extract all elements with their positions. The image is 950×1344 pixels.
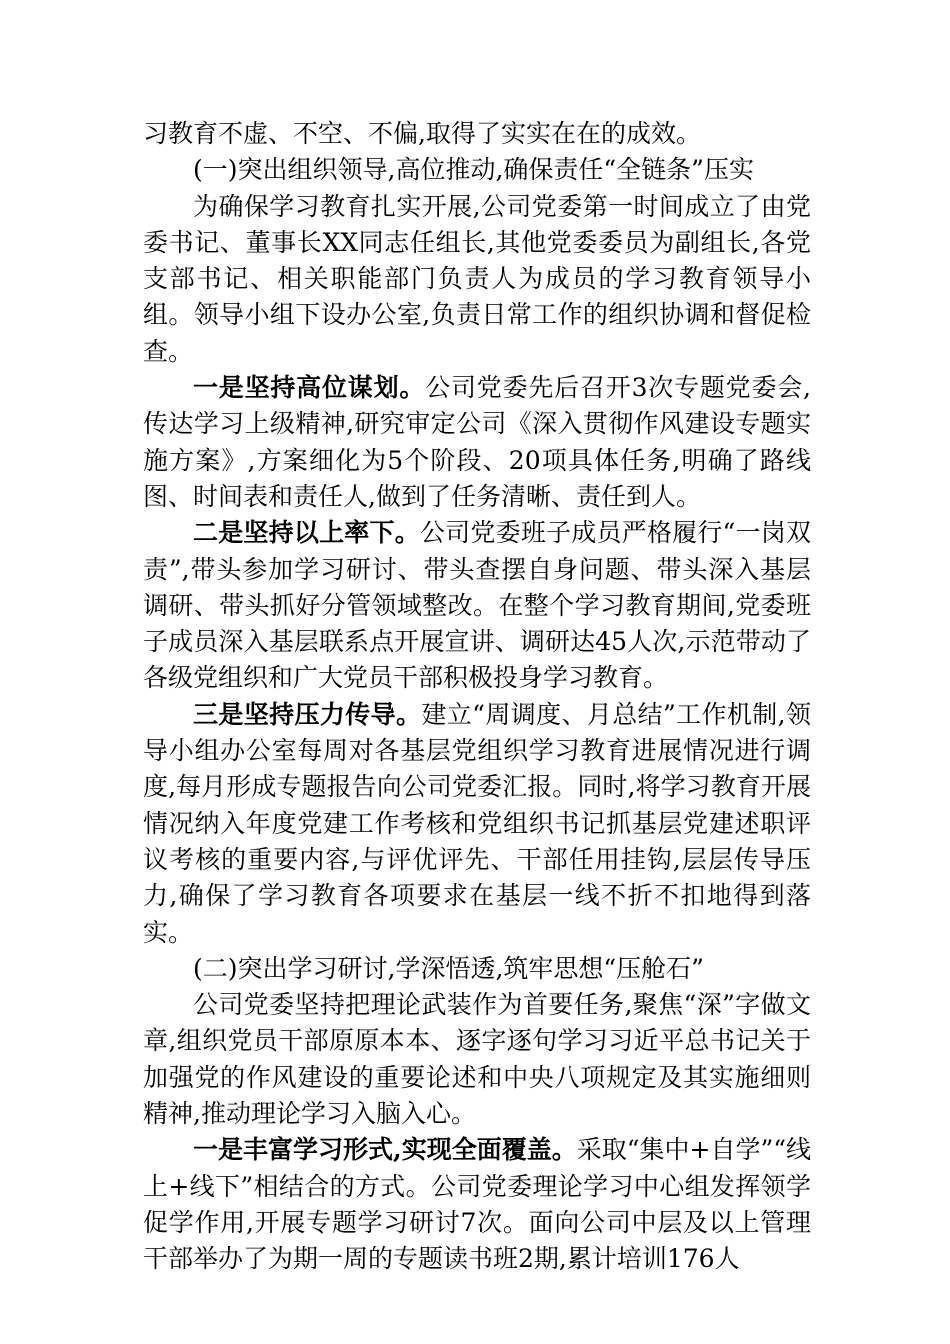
paragraph-leadership-group: 为确保学习教育扎实开展,公司党委第一时间成立了由党委书记、董事长XX同志任组长,其他党委委员为副组长,各党支部书记、相关职能部门负责人为成员的学习教育领导小组。领导小组下设办公室,负责日常工作的组织协调和督促检查。	[143, 191, 811, 366]
section-heading-2: (二)突出学习研讨,学深悟透,筑牢思想“压舱石”	[193, 953, 704, 983]
paragraph-high-level-planning	[143, 370, 811, 515]
paragraph-lead: 一是丰富学习形式,实现全面覆盖。	[193, 1135, 577, 1165]
paragraph-text: 公司党委先后召开3次专题党委会,传达学习上级精神,研究审定公司《深入贯彻作风建设专题实施方案》,方案细化为5个阶段、20项具体任务,明确了路线图、时间表和责任人,做到了任务清晰、责任到人。	[143, 373, 811, 511]
section-heading-1: (一)突出组织领导,高位推动,确保责任“全链条”压实	[193, 155, 754, 185]
paragraph-lead: 一是坚持高位谋划。	[193, 373, 426, 403]
paragraph-continuation: 习教育不虚、不空、不偏,取得了实实在在的成效。	[143, 119, 701, 148]
paragraph-lead-by-example	[143, 515, 811, 696]
paragraph-text: 建立“周调度、月总结”工作机制,领导小组办公室每周对各基层党组织学习教育进展情况进行调度,每月形成专题报告向公司党委汇报。同时,将学习教育开展情况纳入年度党建工作考核和党组织书记抓基层党建述职评议考核的重要内容,与评优评先、干部任用挂钩,层层传导压力,确保了学习教育各项要求在基层一线不折不扣地得到落实。	[143, 699, 811, 947]
paragraph-lead: 三是坚持压力传导。	[193, 699, 422, 729]
document-body	[143, 116, 811, 1278]
paragraph-theory-study: 公司党委坚持把理论武装作为首要任务,聚焦“深”字做文章,组织党员干部原原本本、逐字逐句学习习近平总书记关于加强党的作风建设的重要论述和中央八项规定及其实施细则精神,推动理论学习入脑入心。	[143, 990, 811, 1129]
paragraph-pressure-transfer	[143, 697, 811, 951]
paragraph-lead: 二是坚持以上率下。	[193, 518, 420, 548]
paragraph-study-forms	[143, 1132, 811, 1277]
paragraph-text: 采取“集中+自学”“线上+线下”相结合的方式。公司党委理论学习中心组发挥领学促学作用,开展专题学习研讨7次。面向公司中层及以上管理干部举办了为期一周的专题读书班2期,累计培训176人	[143, 1135, 812, 1274]
paragraph-text: 公司党委班子成员严格履行“一岗双责”,带头参加学习研讨、带头查摆自身问题、带头深入基层调研、带头抓好分管领域整改。在整个学习教育期间,党委班子成员深入基层联系点开展宣讲、调研达45人次,示范带动了各级党组织和广大党员干部积极投身学习教育。	[143, 518, 811, 693]
